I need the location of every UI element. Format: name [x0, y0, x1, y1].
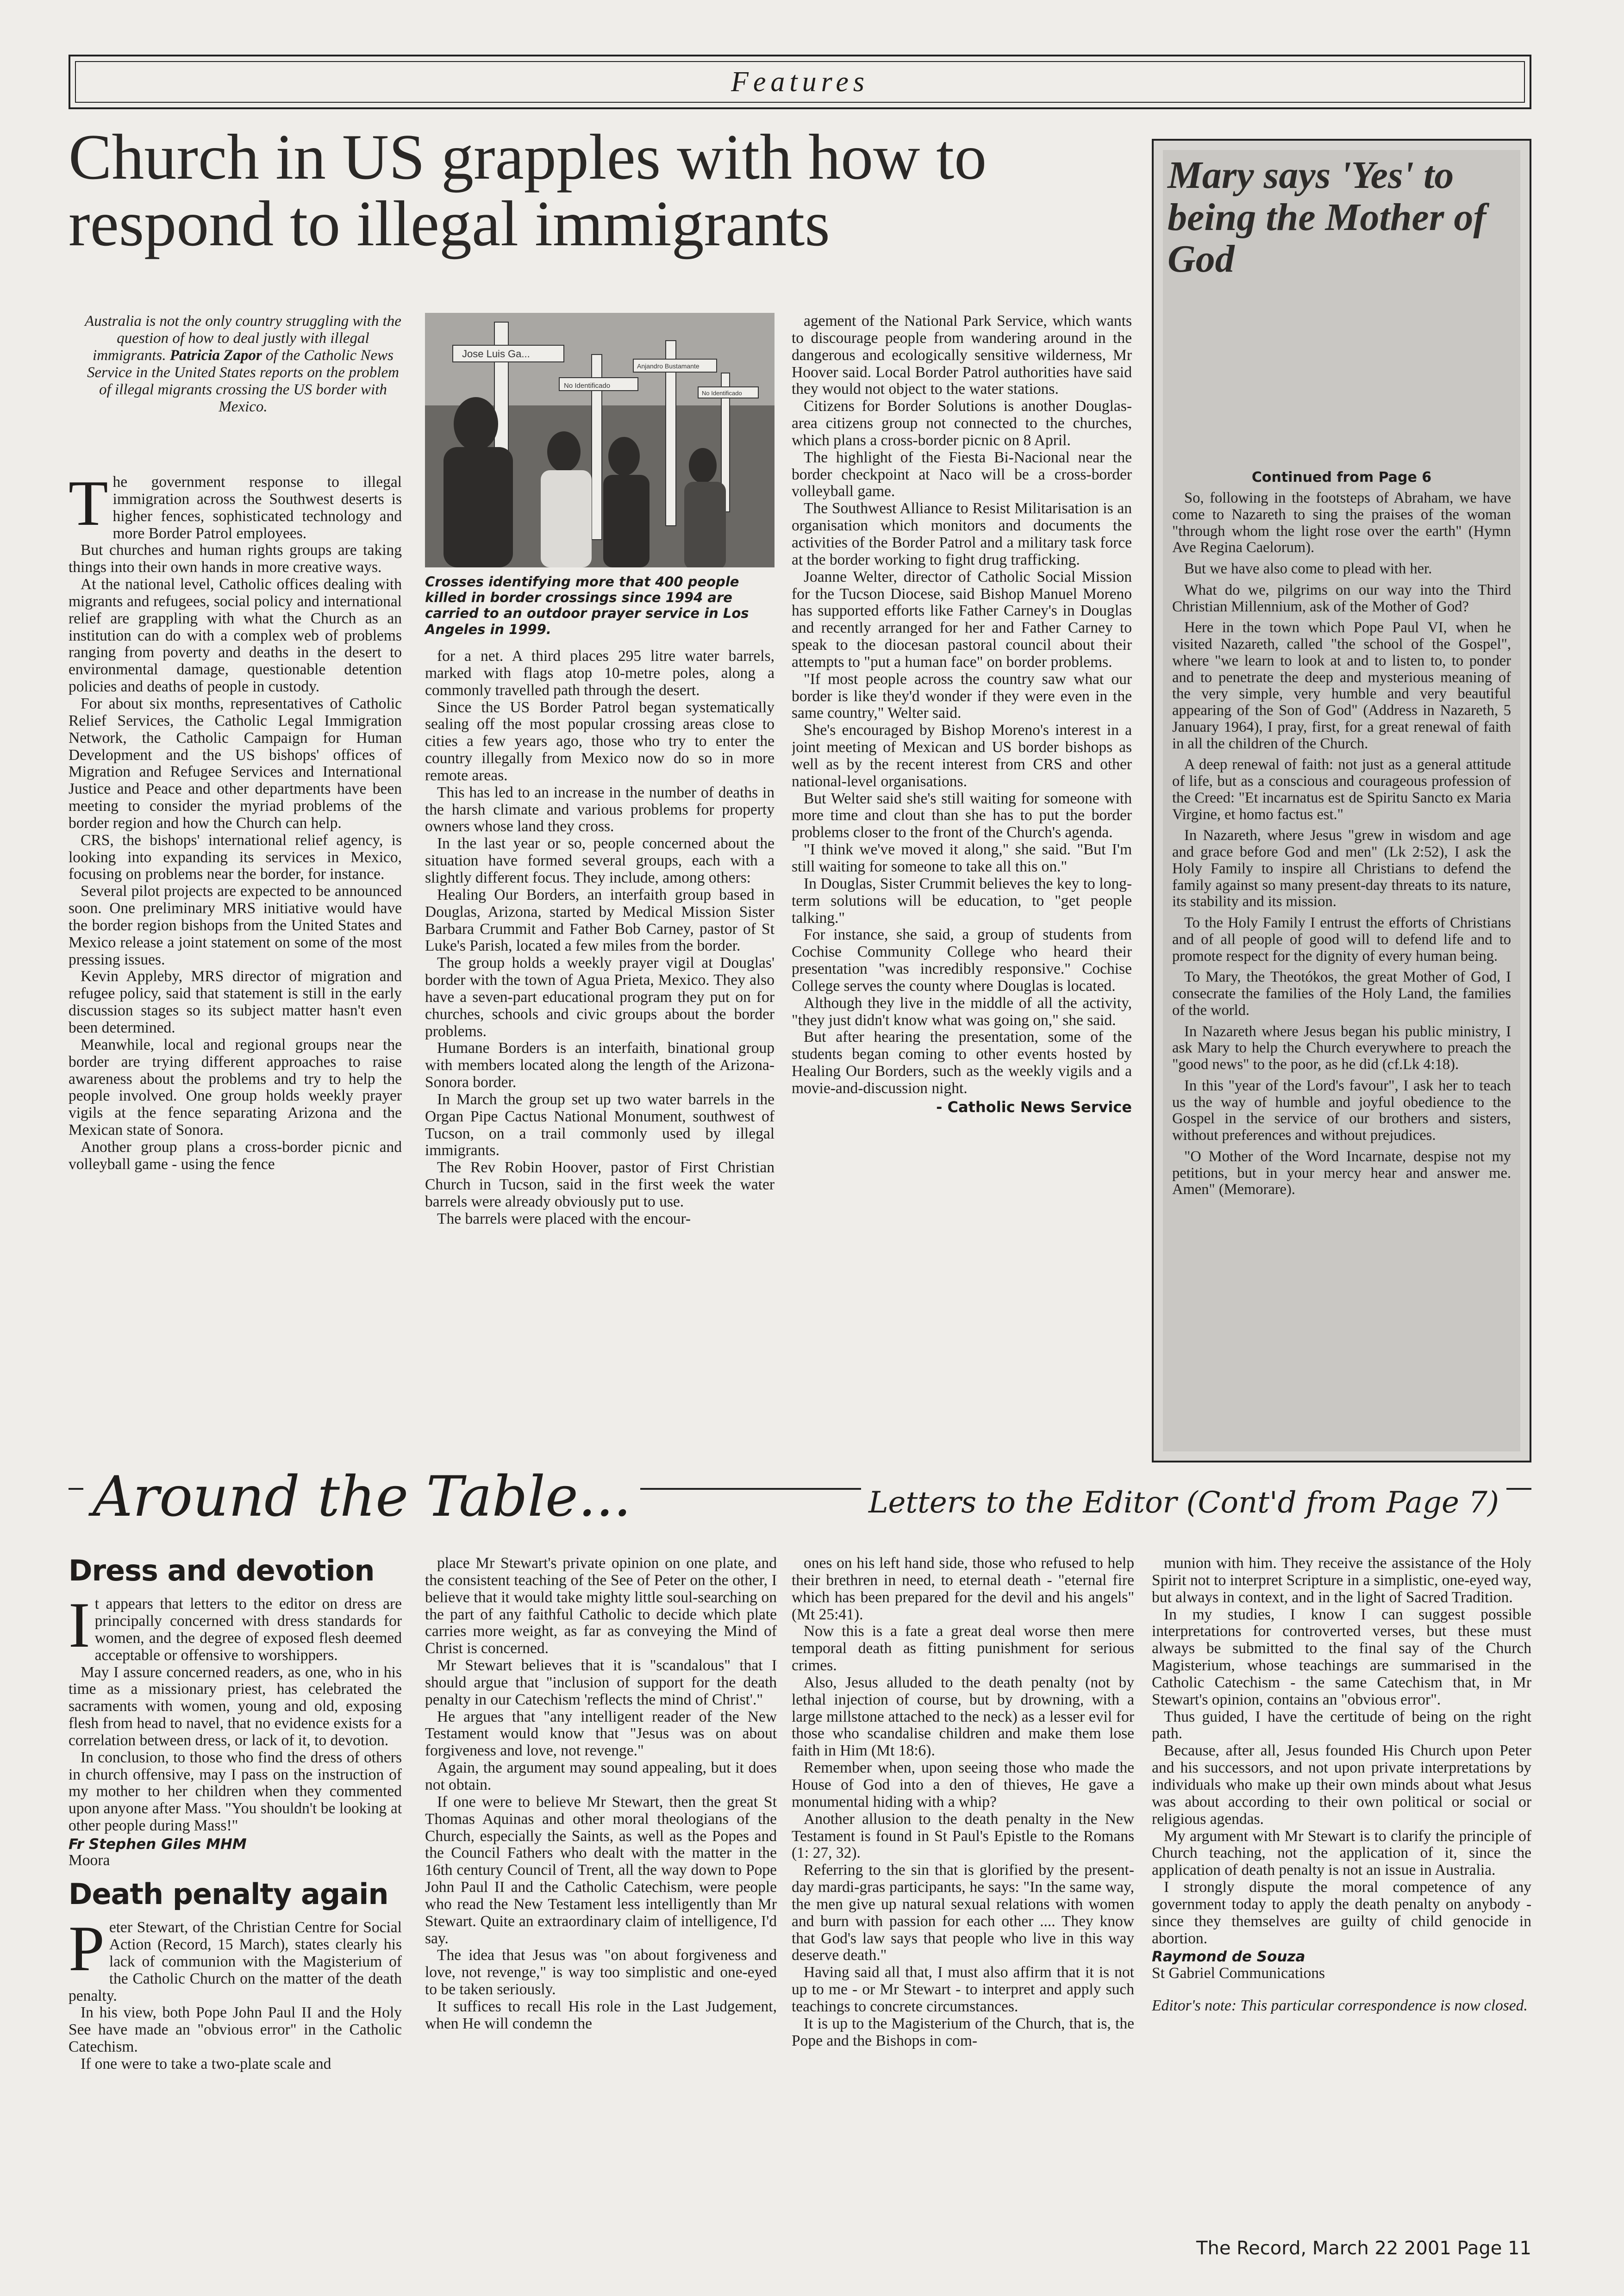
paragraph: Remember when, upon seeing those who made the House of God into a den of thieves, He gave a monumental hiding with a whip?: [792, 1759, 1134, 1811]
section-banner: [69, 55, 1531, 109]
paragraph: CRS, the bishops' international relief agency, is looking into expanding its services in Mexico, focusing on problems near the border, for instance.: [69, 831, 402, 883]
paragraph: The Southwest Alliance to Resist Militarisation is an organisation which monitors and documents the activities of the Border Patrol and a military task force at the border working to fight drug trafficking.: [792, 500, 1132, 568]
paragraph: In my studies, I know I can suggest possible interpretations for controverted verses, but these must always be submitted to the final say of the Church Magisterium, whose teachings are summarised in the Catholic Catechism - the same Catechism that, in Mr Stewart's opinion, contains an "obvious error".: [1152, 1605, 1531, 1708]
cross-label-1: Jose Luis Ga...: [462, 348, 530, 360]
paragraph: Since the US Border Patrol began systematically sealing off the most popular crossing areas close to cities a few years ago, those who try to enter the country illegally from Mexico now do so in more remote areas.: [425, 698, 775, 784]
paragraph: Kevin Appleby, MRS director of migration and refugee policy, said that statement is still in the early discussion stages so its subject matter hasn't even been determined.: [69, 968, 402, 1036]
paragraph: At the national level, Catholic offices dealing with migrants and refugees, social policy and international relief are grappling with what the Church as an institution can do with a complex web of problems ranging from poverty and deaths in the desert to environmental damage, questionable detention policies and deaths of people in custody.: [69, 576, 402, 696]
letter-signature-place: Moora: [69, 1852, 110, 1869]
letter-signature: Raymond de Souza: [1152, 1948, 1305, 1966]
paragraph: I strongly dispute the moral competence of any government today to apply the death penalty on anybody - since they themselves are guilty of child genocide in abortion.: [1152, 1879, 1531, 1947]
paragraph: "If most people across the country saw what our border is like they'd wonder if they were even in the same country," Welter said.: [792, 670, 1132, 722]
paragraph: So, following in the footsteps of Abraham, we have come to Nazareth to sing the praises of the woman "through whom the light rose over the earth" (Hymn Ave Regina Caelorum).: [1172, 490, 1511, 556]
letter-heading: Dress and devotion: [69, 1555, 375, 1587]
paragraph: In his view, both Pope John Paul II and the Holy See have made an "obvious error" in the Catholic Catechism.: [69, 2004, 402, 2056]
paragraph: What do we, pilgrims on our way into the Third Christian Millennium, ask of the Mother of God?: [1172, 581, 1511, 615]
paragraph: The barrels were placed with the encour-: [437, 1210, 691, 1227]
paragraph: "O Mother of the Word Incarnate, despise not my petitions, but in your mercy hear and answer me. Amen" (Memorare).: [1172, 1148, 1511, 1198]
paragraph: For about six months, representatives of Catholic Relief Services, the Catholic Legal Immigration Network, the Catholic Campaign for Human Development and the US bishops' offices of Migration and Refugee Services and International Justice and Peace and other departments have been meeting to consider the myriad problems of the border region and how the Church can help.: [69, 695, 402, 832]
paragraph: "I think we've moved it along," she said. "But I'm still waiting for someone to take all this on.": [792, 841, 1132, 875]
paragraph: In this "year of the Lord's favour", I ask her to teach us the way of humble and joyful obedience to the Gospel in the service of our brothers and sisters, without preferences and without prejudices.: [1172, 1077, 1511, 1144]
article-credit: - Catholic News Service: [936, 1098, 1132, 1116]
paragraph: She's encouraged by Bishop Moreno's interest in a joint meeting of Mexican and US border bishops as well as by the recent interest from CRS and other national-level organisations.: [792, 722, 1132, 790]
paragraph: Also, Jesus alluded to the death penalty (not by lethal injection of course, but by drowning, with a large millstone attached to the neck) as a lesser evil for those who scandalise children and make them lose faith in Him (Mt 18:6).: [792, 1674, 1134, 1760]
paragraph: To the Holy Family I entrust the efforts of Christians and of all people of good will to defend life and to promote respect for the dignity of every human being.: [1172, 915, 1511, 964]
paragraph: Peter Stewart, of the Christian Centre for Social Action (Record, 15 March), states clearly his lack of communion with the Magisterium of the Catholic Church on the matter of the death penalty.: [69, 1913, 402, 2004]
cross-label-4: Anjandro Bustamante: [637, 362, 700, 370]
letters-column-2: [425, 1555, 777, 2212]
paragraph: In the last year or so, people concerned about the situation have formed several groups, each with a slightly different focus. They include, among others:: [425, 835, 775, 886]
sidebar-body: [1172, 490, 1511, 1203]
letters-section-title: Around the Table...: [83, 1465, 640, 1529]
paragraph: munion with him. They receive the assistance of the Holy Spirit not to interpret Scripture in a simplistic, one-eyed way, but always in context, and in the light of Sacred Tradition.: [1152, 1555, 1531, 1606]
paragraph: Another group plans a cross-border picnic and volleyball game - using the fence: [69, 1138, 402, 1173]
letters-column-1: [69, 1555, 402, 2212]
paragraph: In Nazareth, where Jesus "grew in wisdom and age and grace before God and men" (Lk 2:52), I ask the Holy Family to inspire all Christians to defend the family against so many present-day threats to its nature, its stability and its mission.: [1172, 827, 1511, 910]
paragraph: ones on his left hand side, those who refused to help their brethren in need, to eternal death - "eternal fire which has been prepared for the devil and his angels" (Mt 25:41).: [792, 1555, 1134, 1623]
editors-note: Editor's note: This particular correspondence is now closed.: [1152, 1997, 1528, 2014]
paragraph: Humane Borders is an interfaith, binational group with members located along the length of the Arizona-Sonora border.: [425, 1039, 775, 1091]
paragraph: My argument with Mr Stewart is to clarify the principle of Church teaching, not the application of it, since the application of death penalty is not an issue in Australia.: [1152, 1827, 1531, 1879]
paragraph: for a net. A third places 295 litre water barrels, marked with flags atop 10-metre poles, along a commonly travelled path through the desert.: [425, 648, 775, 699]
paragraph: place Mr Stewart's private opinion on one plate, and the consistent teaching of the See of Peter on the other, I believe that it would take mighty little soul-searching on the part of any faithful Catholic to decide which plate carries more weight, as far as conveying the Mind of Christ is concerned.: [425, 1555, 777, 1657]
paragraph: But after hearing the presentation, some of the students began coming to other events hosted by Healing Our Borders, such as the weekly vigils and a movie-and-discussion night.: [792, 1028, 1132, 1097]
paragraph: The idea that Jesus was "on about forgiveness and love, not revenge," is way too simplistic and one-eyed to be taken seriously.: [425, 1947, 777, 1998]
standfirst-tail: of the Catholic News Service in the United States reports on the problem of illegal migrants crossing the US border with Mexico.: [87, 347, 399, 415]
paragraph: The Rev Robin Hoover, pastor of First Christian Church in Tucson, said in the first week the water barrels were already obviously put to use.: [425, 1159, 775, 1210]
article-column-2: [425, 648, 775, 1449]
paragraph: Although they live in the middle of all the activity, "they just didn't know what was going on," she said.: [792, 994, 1132, 1029]
letter-signature-place: St Gabriel Communications: [1152, 1964, 1325, 1982]
sidebar-continued: Continued from Page 6: [1251, 469, 1432, 485]
paragraph: But Welter said she's still waiting for someone with more time and clout than she has to put the border problems closer to the front of the Church's agenda.: [792, 790, 1132, 841]
paragraph: Mr Stewart believes that it is "scandalous" that I should argue that "inclusion of support for the death penalty in our Catechism 'reflects the mind of Christ'.": [425, 1657, 777, 1708]
page-footer: The Record, March 22 2001 Page 11: [1196, 2238, 1531, 2259]
sidebar-title: Mary says 'Yes' to being the Mother of God: [1168, 154, 1487, 281]
sidebar-box: [1152, 139, 1531, 1462]
paragraph: He argues that "any intelligent reader of the New Testament would know that "Jesus was on about forgiveness and love, not revenge.": [425, 1708, 777, 1760]
paragraph: If one were to believe Mr Stewart, then the great St Thomas Aquinas and other moral theologians of the Church, especially the Saints, as well as the Popes and the Council Fathers who dealt with the matter in the 16th century Council of Trent, all the way down to Pope John Paul II and the Catholic Catechism, were people who read the New Testament less intelligently than Mr Stewart. Quite an extraordinary claim of intelligence, I'd say.: [425, 1793, 777, 1947]
article-column-1: [69, 474, 402, 1441]
article-column-3: [792, 313, 1132, 1451]
paragraph: But we have also come to plead with her.: [1184, 560, 1432, 577]
letter-signature: Fr Stephen Giles MHM: [69, 1836, 247, 1853]
letters-column-4: [1152, 1555, 1531, 2212]
paragraph: Several pilot projects are expected to be announced soon. One preliminary MRS initiative would have the border region bishops from the United States and Mexico release a joint statement on some of the most pressing issues.: [69, 883, 402, 968]
paragraph: Here in the town which Pope Paul VI, when he visited Nazareth, called "the school of the Gospel", where "we learn to look at and to listen to, to ponder and to penetrate the deep and mysterious meaning of the very simple, very humble and very beautiful appearing of the Son of God" (Address in Nazareth, 5 January 1964), I pray, first, for a great renewal of faith in all the children of the Church.: [1172, 619, 1511, 752]
cross-label-3: No Identificado: [702, 390, 742, 397]
paragraph: In conclusion, to those who find the dress of others in church offensive, may I pass on the instruction of my mother to her children when they commented upon anyone after Mass. "You shouldn't be looking at other people during Mass!": [69, 1748, 402, 1835]
paragraph: Citizens for Border Solutions is another Douglas-area citizens group not connected to the churches, which plans a cross-border picnic on 8 April.: [792, 398, 1132, 449]
letter-heading: Death penalty again: [69, 1877, 388, 1911]
paragraph: Because, after all, Jesus founded His Church upon Peter and his successors, and not upon private interpretations by individuals who make up their own minds about what Jesus was about according to their own political or social or religious agendas.: [1152, 1742, 1531, 1828]
photo-caption: Crosses identifying more that 400 people killed in border crossings since 1994 are carried to an outdoor prayer service in Los Angeles in 1999.: [425, 574, 749, 637]
paragraph: Referring to the sin that is glorified by the present-day mardi-gras participants, he says: "In the same way, the men give up natural sexual relations with women and burn with passion for each other .... They know that God's law says that people who live in this way deserve death.": [792, 1861, 1134, 1964]
section-label: Features: [75, 61, 1525, 103]
paragraph: Thus guided, I have the certitude of being on the right path.: [1152, 1708, 1531, 1742]
photo-crosses-procession: [425, 313, 775, 567]
standfirst-lead: Australia is not the only country struggling with the question of how to deal justly with illegal immigrants.: [85, 313, 401, 364]
paragraph: Having said all that, I must also affirm that it is not up to me - or Mr Stewart - to interpret and apply such teachings to concrete circumstances.: [792, 1964, 1134, 2015]
paragraph: The highlight of the Fiesta Bi-Nacional near the border checkpoint at Naco will be a cross-border volleyball game.: [792, 448, 1132, 500]
paragraph: The government response to illegal immigration across the Southwest deserts is higher fences, sophisticated technology and more Border Patrol employees.: [69, 474, 402, 542]
paragraph: Healing Our Borders, an interfaith group based in Douglas, Arizona, started by Medical Mission Sister Barbara Crummit and Father Bob Carney, pastor of St Luke's Parish, located a few miles from the border.: [425, 886, 775, 955]
paragraph: To Mary, the Theotókos, the great Mother of God, I consecrate the families of the Holy Land, the families of the world.: [1172, 969, 1511, 1019]
paragraph: The group holds a weekly prayer vigil at Douglas' border with the town of Agua Prieta, Mexico. They also have a seven-part educational program they put on for churches, schools and civic groups about the border problems.: [425, 954, 775, 1040]
paragraph: A deep renewal of faith: not just as a general attitude of life, but as a conscious and courageous profession of the Creed: "Et incarnatus est de Spiritu Sancto ex Maria Virgine, et homo factus est.": [1172, 756, 1511, 823]
paragraph: Now this is a fate a great deal worse then mere temporal death as fitting punishment for serious crimes.: [792, 1623, 1134, 1674]
paragraph: If one were to take a two-plate scale and: [81, 2055, 331, 2072]
paragraph: May I assure concerned readers, as one, who in his time as a missionary priest, has celebrated the sacraments with women, young and old, exposing flesh from head to navel, that no evidence exists for a correlation between dress, or lack of it, to devotion.: [69, 1663, 402, 1749]
letters-column-3: [792, 1555, 1134, 2212]
standfirst: [83, 313, 403, 416]
paragraph: Again, the argument may sound appealing, but it does not obtain.: [425, 1759, 777, 1793]
paragraph: It suffices to recall His role in the Last Judgement, when He will condemn the: [425, 1997, 777, 2032]
paragraph: In March the group set up two water barrels in the Organ Pipe Cactus National Monument, southwest of Tucson, on a trail commonly used by illegal immigrants.: [425, 1090, 775, 1159]
paragraph: In Douglas, Sister Crummit believes the key to long-term solutions will be education, to "get people talking.": [792, 875, 1132, 927]
standfirst-byline: Patricia Zapor: [169, 347, 262, 364]
paragraph: Joanne Welter, director of Catholic Social Mission for the Tucson Diocese, said Bishop Manuel Moreno has supported efforts like Father Carney's in Douglas and recently arranged for her and Father Carney to speak to the diocesan pastoral council about their attempts to "put a human face" on border problems.: [792, 568, 1132, 671]
article-photo: [425, 313, 775, 567]
paragraph: Another allusion to the death penalty in the New Testament is found in St Paul's Epistle to the Romans (1: 27, 32).: [792, 1810, 1134, 1862]
paragraph: This has led to an increase in the number of deaths in the harsh climate and various problems for property owners whose land they cross.: [425, 784, 775, 835]
paragraph: It is up to the Magisterium of the Church, that is, the Pope and the Bishops in com-: [792, 2015, 1134, 2049]
paragraph: agement of the National Park Service, which wants to discourage people from wandering around in the dangerous and ecologically sensitive wilderness, Mr Hoover said. Local Border Patrol authorities have said they would not object to the water stations.: [792, 313, 1132, 398]
headline: Church in US grapples with how to respond to illegal immigrants: [69, 121, 987, 260]
paragraph: But churches and human rights groups are taking things into their own hands in more creative ways.: [69, 541, 402, 576]
paragraph: In Nazareth where Jesus began his public ministry, I ask Mary to help the Church everywhere to preach the "good news" to the poor, as he did (cf.Lk 4:18).: [1172, 1023, 1511, 1073]
paragraph: For instance, she said, a group of students from Cochise Community College who heard their presentation "was incredibly responsive." Cochise College serves the county where Douglas is located.: [792, 926, 1132, 995]
letters-subtitle: Letters to the Editor (Cont'd from Page 7): [861, 1486, 1506, 1520]
paragraph: It appears that letters to the editor on dress are principally concerned with dress standards for women, and the degree of exposed flesh deemed acceptable or offensive to worshippers.: [69, 1589, 402, 1664]
cross-label-2: No Identificado: [564, 382, 611, 390]
paragraph: Meanwhile, local and regional groups near the border are trying different approaches to raise awareness about the problems and try to help the people involved. One group holds weekly prayer vigils at the fence separating Arizona and the Mexican state of Sonora.: [69, 1036, 402, 1139]
